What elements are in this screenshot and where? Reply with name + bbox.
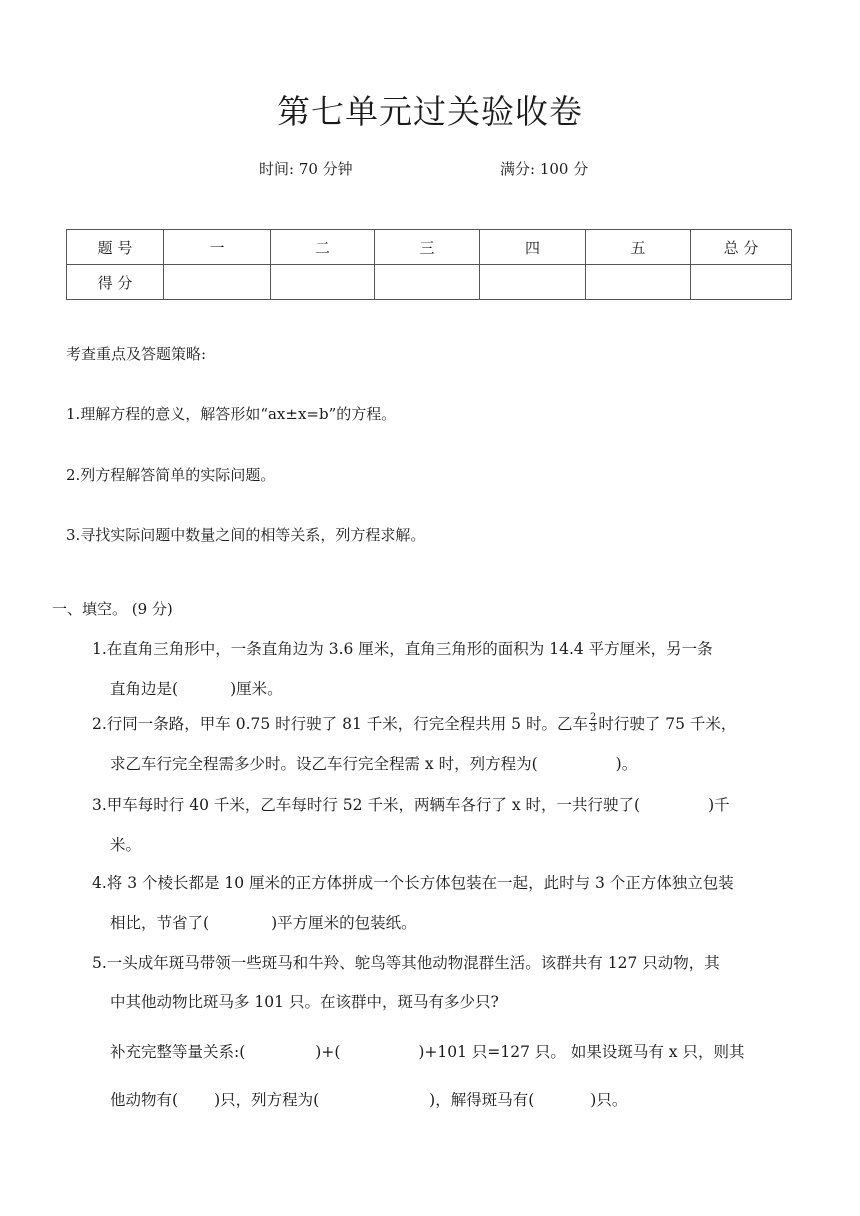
header-cell: 三 <box>375 230 480 265</box>
header-cell: 总 分 <box>691 230 792 265</box>
question-text: 他动物有( <box>110 1091 179 1109</box>
question-text: )厘米。 <box>230 680 283 698</box>
question-text: )平方厘米的包装纸。 <box>271 914 417 932</box>
question-5-line-3 <box>110 1040 744 1062</box>
fraction-numerator: 2 <box>589 711 597 723</box>
question-text: )千 <box>708 796 730 814</box>
score-table-header-row <box>67 230 792 265</box>
question-2-line-2 <box>110 752 637 774</box>
question-text: )只，列方程为( <box>214 1091 320 1109</box>
question-2-line-1 <box>92 712 736 736</box>
fraction-denominator: 3 <box>589 722 597 734</box>
question-5-line-1: 5.一头成年斑马带领一些斑马和牛羚、鸵鸟等其他动物混群生活。该群共有 127 只动物，其 <box>92 954 720 972</box>
header-cell: 二 <box>271 230 375 265</box>
question-1-line-2 <box>110 677 283 699</box>
score-cell[interactable] <box>271 265 375 300</box>
header-cell: 四 <box>480 230 586 265</box>
full-score: 满分: 100 分 <box>500 160 589 178</box>
question-text: 2.行同一条路，甲车 0.75 时行驶了 81 千米，行完全程共用 5 时。乙车 <box>92 715 588 733</box>
score-cell[interactable] <box>480 265 586 300</box>
question-text: 求乙车行完全程需多少时。设乙车行完全程需 x 时，列方程为( <box>110 755 538 773</box>
question-text: 时行驶了 75 千米， <box>598 715 737 733</box>
question-4-line-2 <box>110 911 417 933</box>
score-table-score-row <box>67 265 792 300</box>
strategy-item: 1.理解方程的意义，解答形如“ax±x=b”的方程。 <box>66 405 397 423</box>
question-text: 直角边是( <box>110 680 179 698</box>
exam-time: 时间: 70 分钟 <box>259 160 353 178</box>
score-table <box>66 229 792 300</box>
question-1-line-1: 1.在直角三角形中，一条直角边为 3.6 厘米，直角三角形的面积为 14.4 平方厘米，另一条 <box>92 640 713 658</box>
score-cell[interactable] <box>164 265 271 300</box>
question-3-line-2: 米。 <box>110 836 142 854</box>
question-5-line-4 <box>110 1088 627 1110</box>
question-text: )+101 只=127 只。 如果设斑马有 x 只，则其 <box>418 1043 745 1061</box>
question-text: 相比，节省了( <box>110 914 210 932</box>
strategy-item: 3.寻找实际问题中数量之间的相等关系，列方程求解。 <box>66 526 426 544</box>
header-cell: 五 <box>586 230 691 265</box>
question-text: )，解得斑马有( <box>429 1091 535 1109</box>
score-cell[interactable] <box>586 265 691 300</box>
header-cell: 题 号 <box>67 230 164 265</box>
row-label-cell: 得 分 <box>67 265 164 300</box>
header-cell: 一 <box>164 230 271 265</box>
page-title: 第七单元过关验收卷 <box>277 92 583 131</box>
score-cell[interactable] <box>375 265 480 300</box>
question-text: )。 <box>615 755 638 773</box>
question-text: 3.甲车每时行 40 千米，乙车每时行 52 千米，两辆车各行了 x 时，一共行驶了( <box>92 796 641 814</box>
question-text: )+( <box>315 1043 341 1061</box>
strategy-heading: 考查重点及答题策略: <box>66 345 207 363</box>
question-3-line-1 <box>92 793 730 815</box>
question-text: 补充完整等量关系:( <box>110 1043 246 1061</box>
question-text: )只。 <box>590 1091 628 1109</box>
strategy-item: 2.列方程解答简单的实际问题。 <box>66 466 276 484</box>
question-5-line-2: 中其他动物比斑马多 101 只。在该群中，斑马有多少只? <box>110 993 499 1011</box>
fraction <box>589 713 597 734</box>
section-heading: 一、填空。 (9 分) <box>52 600 173 618</box>
question-4-line-1: 4.将 3 个棱长都是 10 厘米的正方体拼成一个长方体包装在一起，此时与 3 个正方体独立包装 <box>92 874 734 892</box>
score-cell[interactable] <box>691 265 792 300</box>
